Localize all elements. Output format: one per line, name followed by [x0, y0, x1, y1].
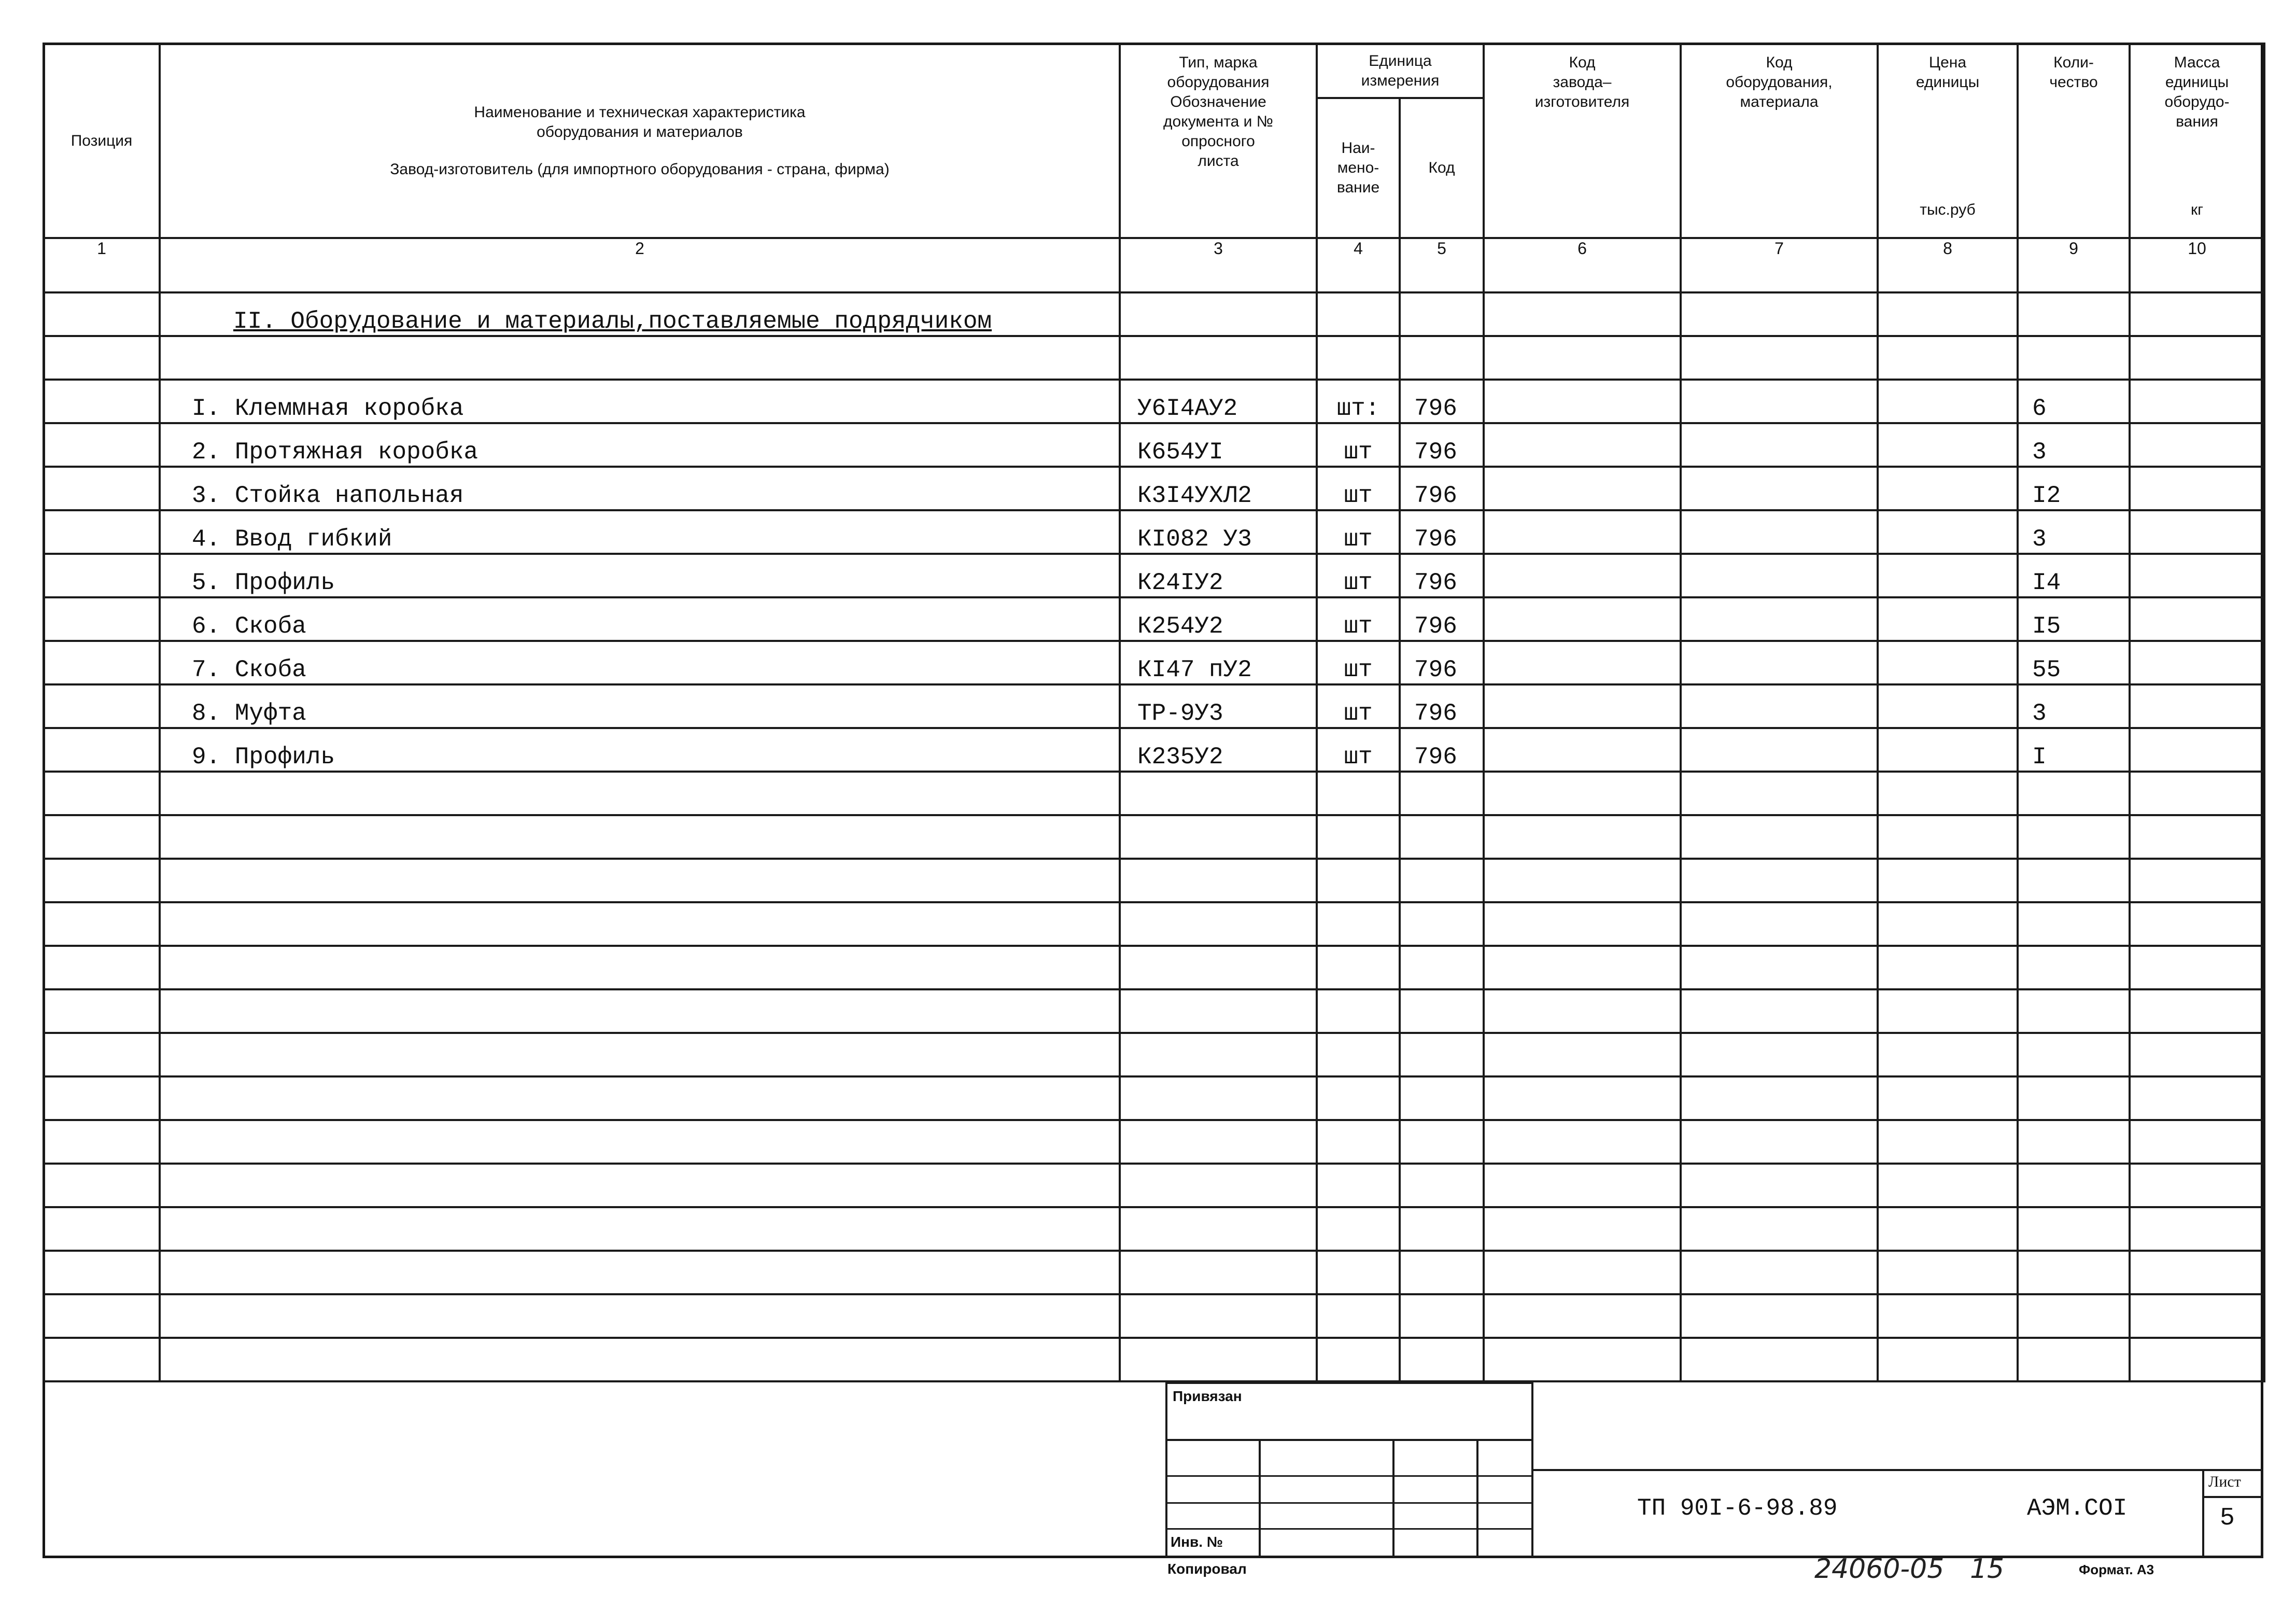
header-factory-code — [1484, 44, 1681, 238]
header-quantity-line: Коли- — [2053, 54, 2094, 71]
item-unit-code: 796 — [1400, 641, 1484, 684]
table-row — [44, 728, 2264, 772]
header-mass-unit: кг — [2190, 201, 2204, 218]
item-quantity: I2 — [2018, 467, 2130, 510]
header-unit-code-label: Код — [1428, 159, 1455, 176]
item-name: 9. Профиль — [160, 728, 1120, 772]
item-quantity: 3 — [2018, 423, 2130, 467]
inventory-label: Инв. № — [1171, 1534, 1223, 1550]
header-mass-line: оборудо- — [2164, 93, 2230, 110]
item-unit-code: 796 — [1400, 510, 1484, 554]
handwritten-number: 24060-05 15 — [1814, 1554, 2005, 1585]
item-unit: шт — [1317, 467, 1400, 510]
table-row — [44, 554, 2264, 597]
blank-row — [44, 1251, 2264, 1294]
header-name-line1: Наименование и техническая характеристика — [474, 103, 806, 121]
document-code: АЭМ.СОI — [2027, 1495, 2128, 1522]
header-factory-line: завода– — [1553, 74, 1612, 91]
col-number: 9 — [2018, 238, 2130, 292]
item-name: 7. Скоба — [160, 641, 1120, 684]
table-row — [44, 467, 2264, 510]
header-material-line: Код — [1766, 54, 1793, 71]
item-unit-code: 796 — [1400, 554, 1484, 597]
col-number: 7 — [1681, 238, 1878, 292]
item-unit: шт — [1317, 641, 1400, 684]
blank-row — [44, 902, 2264, 946]
copied-label: Копировал — [1167, 1561, 1247, 1577]
header-name — [160, 44, 1120, 238]
blank-row — [44, 1338, 2264, 1381]
item-unit: шт — [1317, 597, 1400, 641]
privyazan-label: Привязан — [1173, 1388, 1242, 1404]
header-mass-line: единицы — [2165, 74, 2229, 91]
header-unit-code — [1400, 98, 1484, 238]
item-name: 2. Протяжная коробка — [160, 423, 1120, 467]
header-unit-group-label: Единица измерения — [1361, 52, 1440, 89]
item-unit-code: 796 — [1400, 728, 1484, 772]
blank-row — [44, 815, 2264, 859]
item-unit-code: 796 — [1400, 684, 1484, 728]
item-name: 6. Скоба — [160, 597, 1120, 641]
table-row — [44, 684, 2264, 728]
blank-row — [44, 336, 2264, 380]
header-unit-name — [1317, 98, 1400, 238]
item-unit: шт — [1317, 554, 1400, 597]
table-row — [44, 597, 2264, 641]
sheet-divider — [2202, 1496, 2263, 1498]
header-unit-name-line: вание — [1336, 179, 1380, 196]
item-unit: шт — [1317, 510, 1400, 554]
item-mark: К3I4УХЛ2 — [1120, 467, 1317, 510]
header-type-line: оборудования — [1167, 74, 1270, 91]
header-unit-name-line: Наи- — [1341, 139, 1375, 157]
blank-row — [44, 946, 2264, 989]
item-unit: шт — [1317, 728, 1400, 772]
col-number: 6 — [1484, 238, 1681, 292]
item-quantity: I4 — [2018, 554, 2130, 597]
item-mark: КI082 У3 — [1120, 510, 1317, 554]
header-type-line: Обозначение — [1170, 93, 1266, 110]
item-unit: шт — [1317, 684, 1400, 728]
header-price-line: единицы — [1915, 74, 1980, 91]
header-name-line3: Завод-изготовитель (для импортного оборудования - страна, фирма) — [390, 160, 890, 178]
col-number: 3 — [1120, 238, 1317, 292]
sheet-number: 5 — [2220, 1504, 2235, 1532]
item-name: 4. Ввод гибкий — [160, 510, 1120, 554]
col-number: 8 — [1878, 238, 2018, 292]
blank-row — [44, 772, 2264, 815]
item-unit-code: 796 — [1400, 423, 1484, 467]
table-row — [44, 510, 2264, 554]
item-name: 3. Стойка напольная — [160, 467, 1120, 510]
col-number: 10 — [2130, 238, 2264, 292]
header-position — [44, 44, 160, 238]
header-material-line: материала — [1740, 93, 1819, 110]
item-unit-code: 796 — [1400, 597, 1484, 641]
header-quantity — [2018, 44, 2130, 238]
header-name-line2: оборудования и материалов — [537, 123, 743, 141]
item-quantity: I5 — [2018, 597, 2130, 641]
header-material-line: оборудования, — [1726, 74, 1833, 91]
item-mark: У6I4АУ2 — [1120, 380, 1317, 423]
col-number: 1 — [44, 238, 160, 292]
header-unit-group — [1317, 44, 1484, 98]
document-number: ТП 90I-6-98.89 — [1637, 1495, 1838, 1522]
item-quantity: I — [2018, 728, 2130, 772]
header-type-line: документа и № — [1163, 113, 1273, 130]
item-mark: К235У2 — [1120, 728, 1317, 772]
header-quantity-line: чество — [2049, 74, 2098, 91]
item-quantity: 55 — [2018, 641, 2130, 684]
col-number: 4 — [1317, 238, 1400, 292]
header-mass-line: вания — [2176, 113, 2218, 130]
col-number: 5 — [1400, 238, 1484, 292]
header-mass — [2130, 44, 2264, 238]
item-unit-code: 796 — [1400, 467, 1484, 510]
item-name: 5. Профиль — [160, 554, 1120, 597]
blank-row — [44, 1294, 2264, 1338]
header-factory-line: Код — [1569, 54, 1596, 71]
header-price — [1878, 44, 2018, 238]
header-position-label: Позиция — [71, 132, 133, 149]
item-unit: шт — [1317, 423, 1400, 467]
blank-row — [44, 989, 2264, 1033]
stamp-divider — [1259, 1439, 1261, 1558]
header-price-line: Цена — [1928, 54, 1967, 71]
item-mark: К254У2 — [1120, 597, 1317, 641]
col-number: 2 — [160, 238, 1120, 292]
table-row — [44, 641, 2264, 684]
header-material-code — [1681, 44, 1878, 238]
item-quantity: 3 — [2018, 510, 2130, 554]
title-block — [1165, 1382, 2263, 1558]
item-mark: КI47 пУ2 — [1120, 641, 1317, 684]
table-row — [44, 380, 2264, 423]
item-quantity: 6 — [2018, 380, 2130, 423]
header-mass-line: Масса — [2174, 54, 2220, 71]
header-type-line: опросного — [1181, 133, 1255, 150]
item-name: 8. Муфта — [160, 684, 1120, 728]
stamp-divider — [1392, 1439, 1394, 1558]
section-title: II. Оборудование и материалы,поставляемые подрядчиком — [160, 292, 1120, 336]
header-type-line: Тип, марка — [1179, 54, 1258, 71]
blank-row — [44, 859, 2264, 902]
header-unit-name-line: мено- — [1337, 159, 1379, 176]
format-label: Формат. А3 — [2079, 1562, 2154, 1577]
item-mark: ТР-9У3 — [1120, 684, 1317, 728]
header-type-mark — [1120, 44, 1317, 238]
stamp-divider — [1476, 1439, 1478, 1558]
item-mark: К24IУ2 — [1120, 554, 1317, 597]
header-factory-line: изготовителя — [1534, 93, 1630, 110]
section-row — [44, 292, 2264, 336]
item-unit-code: 796 — [1400, 380, 1484, 423]
blank-row — [44, 1207, 2264, 1251]
blank-row — [44, 1120, 2264, 1164]
item-unit: шт: — [1317, 380, 1400, 423]
blank-row — [44, 1033, 2264, 1076]
header-price-unit: тыс.руб — [1920, 201, 1976, 218]
blank-row — [44, 1164, 2264, 1207]
specification-table — [43, 43, 2265, 1382]
item-mark: К654УI — [1120, 423, 1317, 467]
table-row — [44, 423, 2264, 467]
column-numbers-row — [44, 238, 2264, 292]
blank-row — [44, 1076, 2264, 1120]
item-name: I. Клеммная коробка — [160, 380, 1120, 423]
item-quantity: 3 — [2018, 684, 2130, 728]
header-type-line: листа — [1198, 152, 1239, 170]
sheet-label: Лист — [2208, 1473, 2241, 1490]
